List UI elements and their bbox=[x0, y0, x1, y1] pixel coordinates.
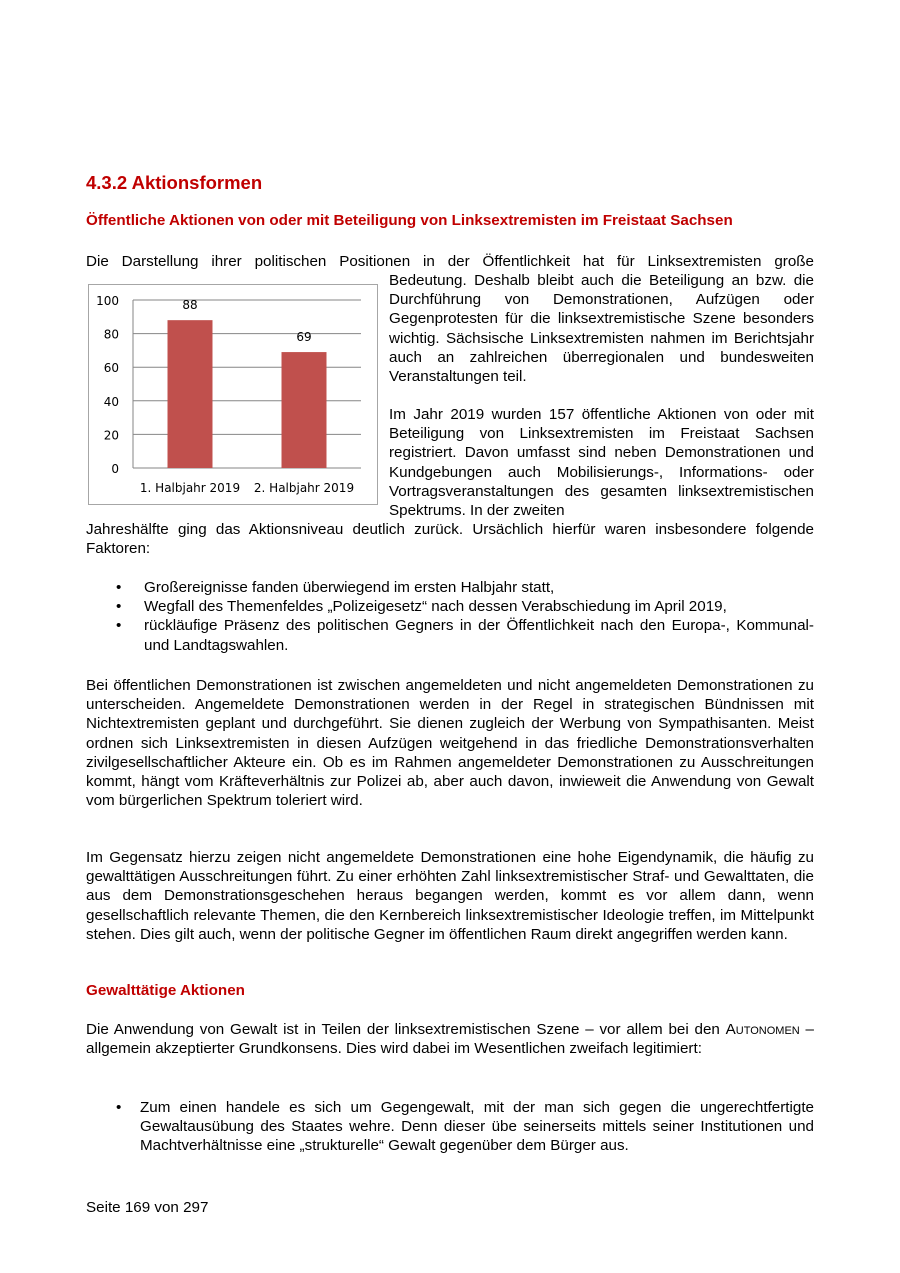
y-tick-label: 20 bbox=[103, 428, 119, 443]
list-item: • Großereignisse fanden überwiegend im ersten Halbjahr statt, bbox=[116, 579, 555, 596]
bar bbox=[282, 352, 327, 468]
data-label: 88 bbox=[182, 298, 198, 313]
intro-wrap-paragraph: Bedeutung. Deshalb bleibt auch die Beteiligung an bzw. die Durchführung von Demonstrationen, Aufzügen oder Gegenprotesten für die linksextremistische Szene besonders wichtig. Sächsische Linksextremisten nahmen im Berichtsjahr auch an zahlreichen überregionalen und bundesweiten Veranstaltungen teil. bbox=[389, 272, 814, 386]
x-tick-label: 2. Halbjahr 2019 bbox=[253, 481, 355, 495]
demonstrations-paragraph: Bei öffentlichen Demonstrationen ist zwischen angemeldeten und nicht angemeldeten Demonstrationen zu unterscheiden. Angemeldete Demonstrationen werden in der Regel in strategischen Bündnissen mit Nichtextremisten geplant und durchgeführt. Sie dienen zugleich der Werbung von Sympathisanten. Meist ordnen sich Linksextremisten in diesen Aufzügen weitgehend in das friedliche Demonstrationsverhalten zivilgesellschaftlicher Akteure ein. Ob es im Rahmen angemeldeter Demonstrationen zu Ausschreitungen kommt, hängt vom Kräfteverhältnis zur Polizei ab, aber auch davon, inwieweit die Anwendung von Gewalt vom bürgerlichen Spektrum toleriert wird. bbox=[86, 677, 814, 810]
list-item: • Wegfall des Themenfeldes „Polizeigesetz“ nach dessen Verabschiedung im April 2019, bbox=[116, 598, 727, 616]
unregistered-demos-paragraph: Im Gegensatz hierzu zeigen nicht angemeldete Demonstrationen eine hohe Eigendynamik, die häufig zu gewalttätigen Ausschreitungen führt. Zu einer erhöhten Zahl linksextremistischer Straf- und Gewalttaten, die aus dem Demonstrationsgeschehen heraus begangen werden, kommt es vor allem dann, wenn gesellschaftlich relevante Themen, die den Kernbereich linksextremistischer Ideologie treffen, im Mittelpunkt stehen. Dies gilt auch, wenn der politische Gegner im öffentlichen Raum direkt angegriffen werden kann. bbox=[86, 849, 814, 943]
y-tick-label: 40 bbox=[103, 394, 119, 409]
y-tick-label: 80 bbox=[103, 327, 119, 342]
intro-first-line: Die Darstellung ihrer politischen Positionen in der Öffentlichkeit hat für Linksextremisten große bbox=[86, 253, 814, 270]
data-label: 69 bbox=[296, 330, 312, 345]
bar-chart bbox=[88, 284, 378, 505]
y-tick-label: 0 bbox=[111, 462, 119, 476]
bullet-symbol: • bbox=[116, 1099, 122, 1116]
subtitle-public-actions: Öffentliche Aktionen von oder mit Beteiligung von Linksextremisten im Freistaat Sachsen bbox=[86, 212, 733, 229]
bar bbox=[168, 320, 213, 468]
x-tick-label: 1. Halbjahr 2019 bbox=[139, 481, 241, 495]
bar-chart-svg bbox=[89, 285, 377, 504]
subtitle-violent-actions: Gewalttätige Aktionen bbox=[86, 982, 245, 999]
bullet-symbol: • bbox=[116, 579, 122, 596]
list-item: • Zum einen handele es sich um Gegengewalt, mit der man sich gegen die ungerechtfertigte Gewaltausübung des Staates wehre. Denn dieser übe seinerseits mittels seiner Institutionen und Machtverhältnisse eine „strukturelle“ Gewalt gegenüber dem Bürger aus. bbox=[116, 1099, 814, 1155]
y-tick-label: 60 bbox=[103, 361, 119, 376]
violence-paragraph: Die Anwendung von Gewalt ist in Teilen der linksextremistischen Szene – vor allem bei den Autonomen – allgemein akzeptierter Grundkonsens. Dies wird dabei im Wesentlichen zweifach legitimiert: bbox=[86, 1021, 814, 1058]
page-number: Seite 169 von 297 bbox=[86, 1199, 209, 1216]
section-title: 4.3.2 Aktionsformen bbox=[86, 172, 263, 193]
bullet-symbol: • bbox=[116, 617, 122, 635]
list-item: • rückläufige Präsenz des politischen Gegners in der Öffentlichkeit nach den Europa-, Kommunal- und Landtagswahlen. bbox=[116, 617, 814, 654]
factors-intro: Jahreshälfte ging das Aktionsniveau deutlich zurück. Ursächlich hierfür waren insbesondere folgende Faktoren: bbox=[86, 521, 814, 558]
bullet-symbol: • bbox=[116, 598, 122, 616]
y-tick-label: 100 bbox=[96, 294, 119, 308]
factors-list bbox=[86, 578, 814, 655]
autonomen-term: Autonomen bbox=[725, 1021, 800, 1038]
legitimation-list bbox=[86, 1098, 814, 1156]
statistics-paragraph: Im Jahr 2019 wurden 157 öffentliche Aktionen von oder mit Beteiligung von Linksextremisten im Freistaat Sachsen registriert. Davon umfasst sind neben Demonstrationen und Kundgebungen auch Mobilisierungs-, Informations- oder Vortragsveranstaltungen des gesamten linksextremistischen Spektrums. In der zweiten bbox=[389, 406, 814, 520]
